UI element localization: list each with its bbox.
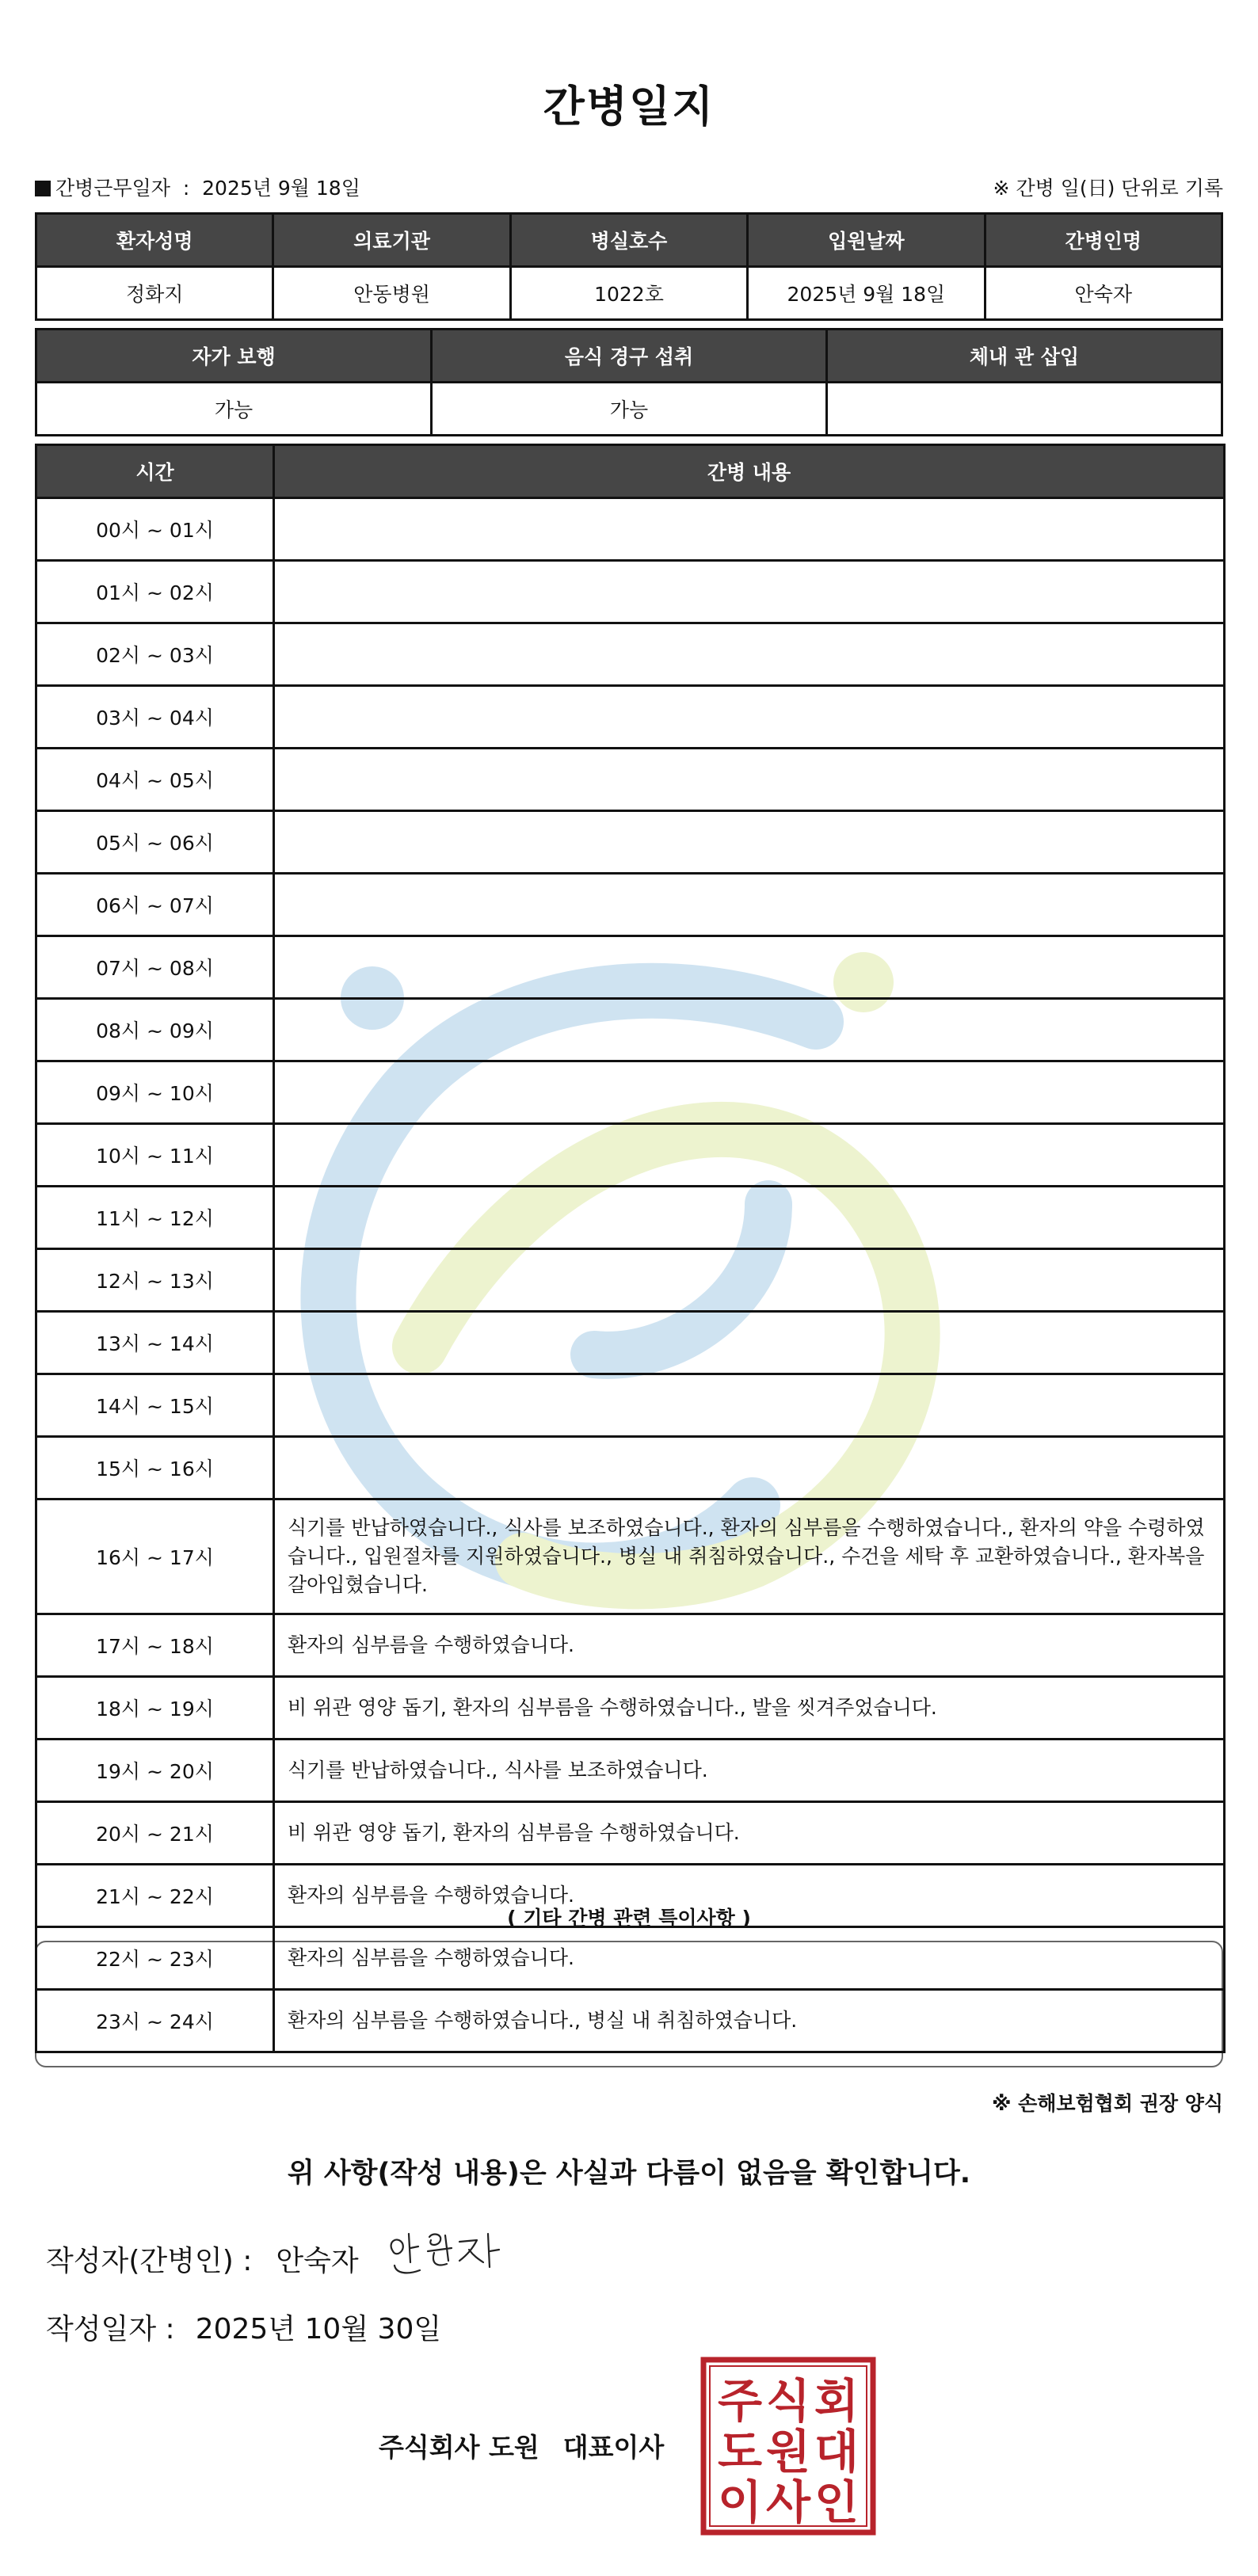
table-row [36, 1374, 1225, 1437]
log-content: 환자의 심부름을 수행하였습니다. [274, 1865, 1225, 1927]
log-time: 06시 ~ 07시 [36, 874, 274, 936]
header-self-walking: 자가 보행 [36, 330, 432, 383]
log-content: 식기를 반납하였습니다., 식사를 보조하였습니다., 환자의 심부름을 수행하였습니다., 환자의 약을 수령하였습니다., 입원절차를 지원하였습니다., 병실 내 취침하였습니다., 수건을 세탁 후 교환하였습니다., 환자복을 갈아입혔습니다. [274, 1499, 1225, 1614]
page-title: 간병일지 [543, 82, 715, 131]
log-content: 환자의 심부름을 수행하였습니다., 병실 내 취침하였습니다. [274, 1990, 1225, 2052]
log-content [274, 874, 1225, 936]
header-patient-name: 환자성명 [36, 214, 273, 267]
log-time: 23시 ~ 24시 [36, 1990, 274, 2052]
meta-row [35, 173, 1223, 204]
hourly-log-table [35, 444, 1226, 2053]
work-date-value: 2025년 9월 18일 [202, 177, 360, 200]
hospital: 안동병원 [273, 267, 510, 320]
log-time: 19시 ~ 20시 [36, 1740, 274, 1802]
table-row [36, 1061, 1225, 1124]
header-time: 시간 [36, 445, 274, 498]
log-content [274, 936, 1225, 999]
table-row [36, 999, 1225, 1061]
work-date-label: 간병근무일자 [55, 177, 170, 200]
header-care-content: 간병 내용 [274, 445, 1225, 498]
table-row [36, 498, 1225, 561]
log-time: 07시 ~ 08시 [36, 936, 274, 999]
log-time: 13시 ~ 14시 [36, 1312, 274, 1374]
log-time: 10시 ~ 11시 [36, 1124, 274, 1187]
log-content [274, 811, 1225, 874]
table-row [36, 749, 1225, 811]
header-room: 병실호수 [510, 214, 747, 267]
work-date [35, 173, 360, 201]
admission-date: 2025년 9월 18일 [748, 267, 985, 320]
log-time: 09시 ~ 10시 [36, 1061, 274, 1124]
log-content [274, 1374, 1225, 1437]
svg-text:도: 도 [717, 2425, 763, 2479]
svg-text:사: 사 [765, 2475, 811, 2529]
self-walking: 가능 [36, 383, 432, 436]
tube-insertion [827, 383, 1222, 436]
written-date-line [46, 2307, 441, 2347]
log-time: 12시 ~ 13시 [36, 1249, 274, 1312]
svg-text:식: 식 [765, 2374, 811, 2428]
log-content [274, 1124, 1225, 1187]
company-line [379, 2427, 664, 2464]
log-time: 05시 ~ 06시 [36, 811, 274, 874]
writer-line [46, 2239, 359, 2279]
log-time: 22시 ~ 23시 [36, 1927, 274, 1990]
room-number: 1022호 [510, 267, 747, 320]
table-row [36, 1187, 1225, 1249]
work-date-separator: : [182, 177, 190, 200]
table-row [36, 1677, 1225, 1740]
table-row [36, 936, 1225, 999]
log-content: 식기를 반납하였습니다., 식사를 보조하였습니다. [274, 1740, 1225, 1802]
log-time: 01시 ~ 02시 [36, 561, 274, 623]
patient-info-table [35, 212, 1223, 321]
log-content [274, 749, 1225, 811]
table-row [36, 686, 1225, 749]
oral-intake: 가능 [432, 383, 827, 436]
patient-status-table [35, 328, 1223, 436]
special-notes-title: ( 기타 간병 관련 특이사항 ) [507, 1907, 751, 1930]
log-time: 18시 ~ 19시 [36, 1677, 274, 1740]
table-row [36, 1802, 1225, 1865]
table-row [36, 1927, 1225, 1990]
written-date: 2025년 10월 30일 [195, 2313, 442, 2345]
company-seal-stamp [700, 2357, 876, 2536]
svg-text:회: 회 [814, 2374, 860, 2428]
svg-text:이: 이 [717, 2475, 763, 2529]
table-row [36, 1437, 1225, 1499]
log-content [274, 999, 1225, 1061]
table-row [36, 1124, 1225, 1187]
log-content [274, 1312, 1225, 1374]
header-hospital: 의료기관 [273, 214, 510, 267]
log-time: 11시 ~ 12시 [36, 1187, 274, 1249]
log-content [274, 1249, 1225, 1312]
log-time: 03시 ~ 04시 [36, 686, 274, 749]
table-row [36, 623, 1225, 686]
unit-note: ※ 간병 일(日) 단위로 기록 [993, 177, 1223, 200]
log-content [274, 561, 1225, 623]
table-row [36, 1499, 1225, 1614]
log-content [274, 498, 1225, 561]
representative-title: 대표이사 [562, 2432, 665, 2463]
table-row [36, 1990, 1225, 2052]
square-bullet-icon [35, 181, 51, 196]
log-time: 14시 ~ 15시 [36, 1374, 274, 1437]
log-time: 02시 ~ 03시 [36, 623, 274, 686]
log-time: 08시 ~ 09시 [36, 999, 274, 1061]
log-content: 환자의 심부름을 수행하였습니다. [274, 1927, 1225, 1990]
header-tube-insertion: 체내 관 삽입 [827, 330, 1222, 383]
log-time: 21시 ~ 22시 [36, 1865, 274, 1927]
log-time: 00시 ~ 01시 [36, 498, 274, 561]
table-row [36, 811, 1225, 874]
log-content: 비 위관 영양 돕기, 환자의 심부름을 수행하였습니다., 발을 씻겨주었습니다. [274, 1677, 1225, 1740]
log-time: 04시 ~ 05시 [36, 749, 274, 811]
log-time: 17시 ~ 18시 [36, 1614, 274, 1677]
header-oral-intake: 음식 경구 섭취 [432, 330, 827, 383]
log-content: 환자의 심부름을 수행하였습니다. [274, 1614, 1225, 1677]
log-content [274, 1437, 1225, 1499]
table-row [36, 1740, 1225, 1802]
header-caregiver-name: 간병인명 [985, 214, 1222, 267]
log-time: 20시 ~ 21시 [36, 1802, 274, 1865]
log-content [274, 623, 1225, 686]
log-content [274, 1187, 1225, 1249]
table-row [36, 1865, 1225, 1927]
table-row [36, 561, 1225, 623]
svg-text:인: 인 [814, 2475, 860, 2529]
log-content: 비 위관 영양 돕기, 환자의 심부름을 수행하였습니다. [274, 1802, 1225, 1865]
caregiver-name: 안숙자 [985, 267, 1222, 320]
patient-name: 정화지 [36, 267, 273, 320]
log-content [274, 686, 1225, 749]
handwritten-signature [383, 2226, 510, 2289]
confirmation-statement: 위 사항(작성 내용)은 사실과 다름이 없음을 확인합니다. [287, 2158, 971, 2189]
form-source-note: ※ 손해보험협회 권장 양식 [992, 2092, 1223, 2115]
written-date-label: 작성일자 : [46, 2313, 175, 2345]
table-row [36, 1312, 1225, 1374]
log-time: 15시 ~ 16시 [36, 1437, 274, 1499]
writer-label: 작성자(간병인) : [46, 2245, 253, 2277]
table-row [36, 874, 1225, 936]
writer-name: 안숙자 [276, 2245, 359, 2277]
log-content [274, 1061, 1225, 1124]
svg-text:주: 주 [717, 2374, 763, 2428]
table-row [36, 1249, 1225, 1312]
header-admission-date: 입원날짜 [748, 214, 985, 267]
svg-text:대: 대 [814, 2425, 860, 2479]
company-name: 주식회사 도원 [379, 2432, 539, 2463]
log-time: 16시 ~ 17시 [36, 1499, 274, 1614]
table-row [36, 1614, 1225, 1677]
svg-text:원: 원 [765, 2425, 811, 2479]
